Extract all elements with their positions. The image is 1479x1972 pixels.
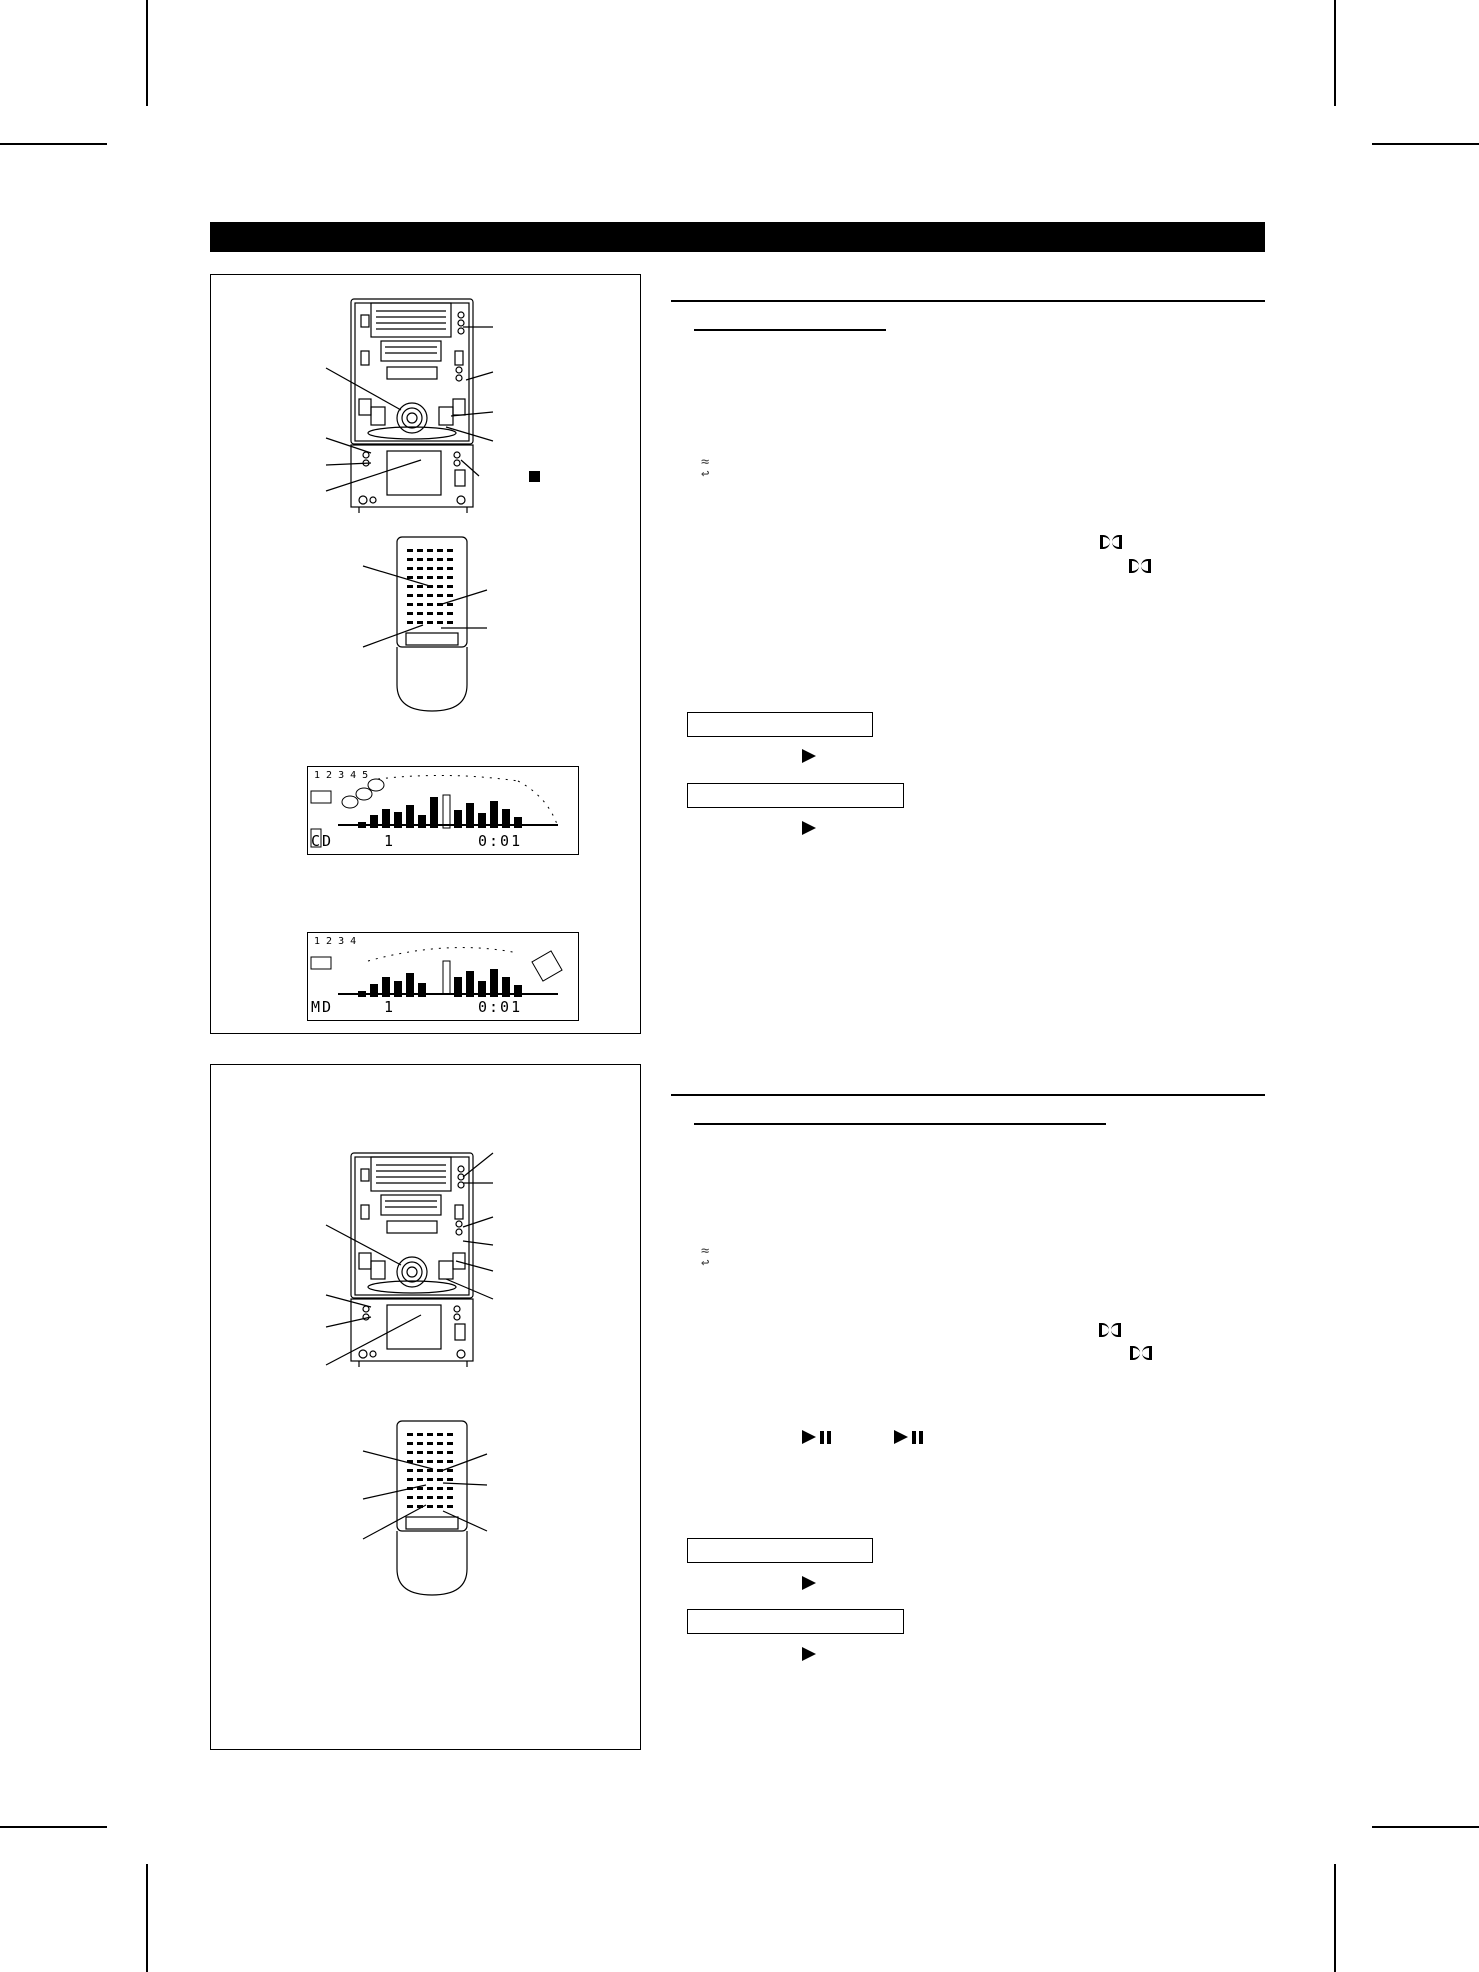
crop-mark <box>1334 1864 1336 1972</box>
label-box <box>687 1538 873 1563</box>
play-icon <box>802 749 816 763</box>
label-box <box>687 712 873 737</box>
cd-display-panel <box>307 766 579 855</box>
subheading-underline-top <box>694 329 886 331</box>
crop-mark <box>0 1826 107 1828</box>
figure-panel-bottom <box>210 1064 641 1750</box>
play-icon <box>802 1576 816 1590</box>
md-elapsed-time: 0:01 <box>478 998 523 1016</box>
section-rule-top <box>671 300 1265 302</box>
cd-source-label: CD <box>311 832 334 850</box>
figure-panel-top <box>210 274 641 1034</box>
play-pause-icon <box>894 1430 908 1444</box>
cd-elapsed-time: 0:01 <box>478 832 523 850</box>
crop-mark <box>146 0 148 106</box>
play-pause-icon <box>802 1430 816 1444</box>
dolby-nr-icon <box>1129 559 1155 575</box>
label-box <box>687 783 904 808</box>
crop-mark <box>1372 1826 1479 1828</box>
stop-icon <box>529 471 540 482</box>
md-source-label: MD <box>311 998 334 1016</box>
disc-symbol-glyph: ≈ ↩ <box>701 454 710 482</box>
dolby-nr-icon <box>1099 1323 1125 1339</box>
crop-mark <box>0 143 107 145</box>
md-display-panel <box>307 932 579 1021</box>
crop-mark <box>1372 143 1479 145</box>
cd-track-number: 1 <box>384 832 396 850</box>
play-icon <box>802 821 816 835</box>
crop-mark <box>1334 0 1336 106</box>
play-icon <box>802 1647 816 1661</box>
main-unit-illustration <box>211 275 642 1035</box>
label-box <box>687 1609 904 1634</box>
section-rule-bottom <box>671 1094 1265 1096</box>
crop-mark <box>146 1864 148 1972</box>
pause-icon <box>820 1431 832 1444</box>
disc-symbol-glyph: ≈ ↩ <box>701 1243 710 1271</box>
pause-icon <box>912 1431 924 1444</box>
cd-track-indicators: 1 2 3 4 5 <box>314 770 369 781</box>
md-track-number: 1 <box>384 998 396 1016</box>
main-unit-illustration-2 <box>211 1065 642 1751</box>
subheading-underline-bottom <box>694 1123 1106 1125</box>
dolby-nr-icon <box>1130 1346 1156 1362</box>
section-header-bar <box>210 222 1265 252</box>
md-track-indicators: 1 2 3 4 <box>314 936 357 947</box>
dolby-nr-icon <box>1100 535 1126 551</box>
